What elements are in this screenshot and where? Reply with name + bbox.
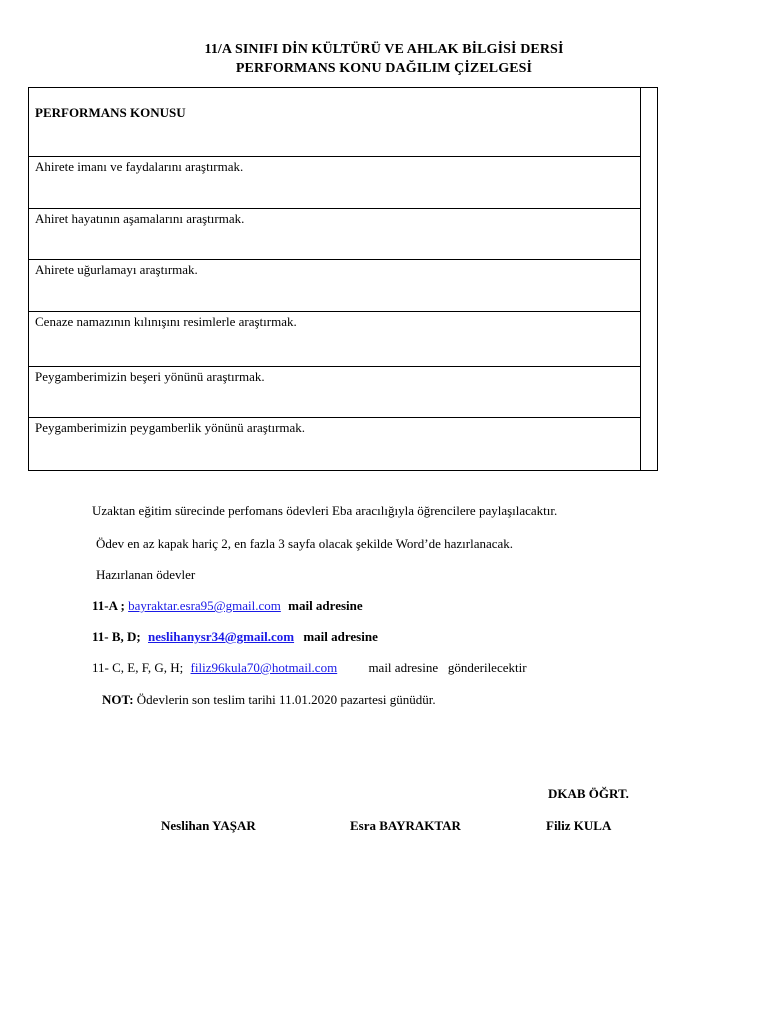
- table-header-row: [29, 88, 641, 157]
- paragraph-prepared: Hazırlanan ödevler: [96, 567, 196, 582]
- table-heading: PERFORMANS KONUSU: [35, 105, 186, 120]
- class-ch-label: 11- C, E, F, G, H;: [92, 660, 184, 675]
- paragraph-eba: Uzaktan eğitim sürecinde perfomans ödevleri Eba aracılığıyla öğrencilere paylaşılacaktır.: [92, 503, 558, 518]
- class-ch-suffix: mail adresine gönderilecektir: [368, 660, 527, 675]
- signature-name-3: Filiz KULA: [546, 818, 612, 833]
- signature-name-1: Neslihan YAŞAR: [161, 818, 256, 833]
- topic-text: Peygamberimizin beşeri yönünü araştırmak.: [35, 369, 265, 384]
- class-a-suffix: mail adresine: [288, 598, 363, 613]
- topic-text: Ahiret hayatının aşamalarını araştırmak.: [35, 211, 245, 226]
- table-row: [29, 418, 641, 470]
- note-text: Ödevlerin son teslim tarihi 11.01.2020 pazartesi günüdür.: [136, 692, 436, 707]
- paragraph-page-count: Ödev en az kapak hariç 2, en fazla 3 sayfa olacak şekilde Word’de hazırlanacak.: [96, 536, 514, 551]
- class-bd-label: 11- B, D;: [92, 629, 141, 644]
- table-row: [29, 209, 641, 260]
- table-row: [29, 367, 641, 418]
- class-bd-line: [92, 629, 378, 645]
- class-a-label: 11-A ;: [92, 598, 125, 613]
- note-label: NOT:: [102, 692, 134, 707]
- class-ch-email-link[interactable]: filiz96kula70@hotmail.com: [190, 660, 338, 675]
- topic-text: Ahirete uğurlamayı araştırmak.: [35, 262, 198, 277]
- class-bd-suffix: mail adresine: [303, 629, 378, 644]
- topic-text: Ahirete imanı ve faydalarını araştırmak.: [35, 159, 244, 174]
- class-a-line: [92, 598, 363, 614]
- signature-name-2: Esra BAYRAKTAR: [350, 818, 461, 833]
- topics-table: [28, 87, 658, 471]
- table-row: [29, 157, 641, 209]
- class-bd-email-link[interactable]: neslihanysr34@gmail.com: [148, 629, 295, 644]
- table-row: [29, 312, 641, 367]
- note-line: [102, 692, 436, 708]
- document-title: 11/A SINIFI DİN KÜLTÜRÜ VE AHLAK BİLGİSİ DERSİ: [204, 42, 564, 57]
- class-ch-line: [92, 660, 527, 676]
- table-row: [29, 260, 641, 312]
- class-a-email-link[interactable]: bayraktar.esra95@gmail.com: [128, 598, 281, 613]
- document-subtitle: PERFORMANS KONU DAĞILIM ÇİZELGESİ: [235, 61, 533, 76]
- signature-role: DKAB ÖĞRT.: [548, 786, 629, 801]
- topic-text: Peygamberimizin peygamberlik yönünü araştırmak.: [35, 420, 306, 435]
- topic-text: Cenaze namazının kılınışını resimlerle araştırmak.: [35, 314, 297, 329]
